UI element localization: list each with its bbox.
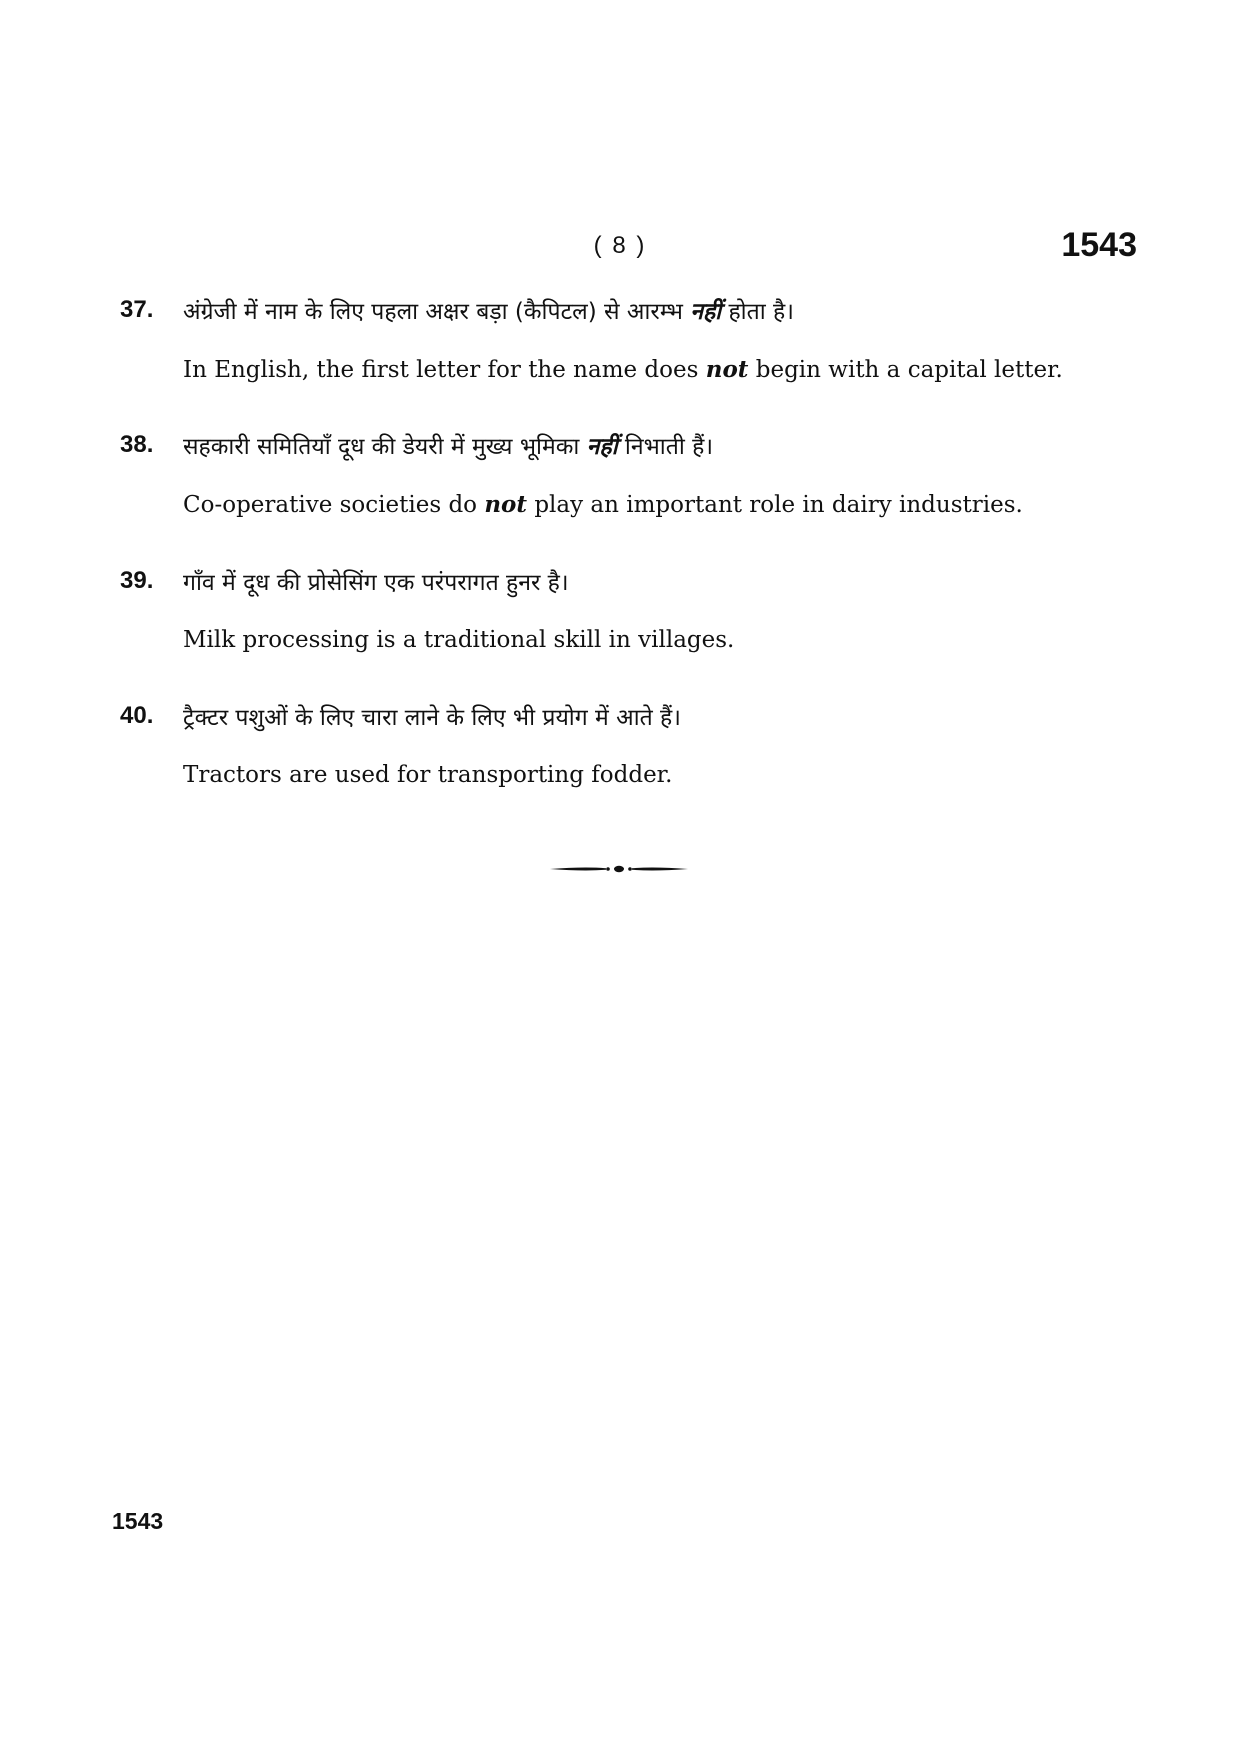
- question-37: [120, 294, 1130, 383]
- english-emphasis: not: [705, 356, 749, 383]
- english-text-part: Co-operative societies do: [183, 492, 485, 518]
- english-emphasis: not: [484, 491, 528, 518]
- question-number: 38.: [120, 431, 154, 458]
- end-ornament-divider: [548, 862, 690, 876]
- question-english-text: [183, 356, 1063, 383]
- paper-code-top: 1543: [1061, 226, 1137, 264]
- english-text-part: begin with a capital letter.: [748, 357, 1063, 383]
- paper-code-bottom: 1543: [112, 1508, 164, 1534]
- question-english-text: [183, 491, 1023, 518]
- hindi-text-part: सहकारी समितियाँ दूध की डेयरी में मुख्य भूमिका: [183, 434, 587, 460]
- question-english-text: Tractors are used for transporting fodder.: [183, 762, 673, 788]
- hindi-text-part: निभाती हैं।: [617, 434, 714, 460]
- hindi-emphasis: नहीं: [690, 299, 722, 325]
- question-hindi-text: गाँव में दूध की प्रोसेसिंग एक परंपरागत हुनर है।: [183, 570, 569, 596]
- english-text-part: play an important role in dairy industries.: [527, 492, 1023, 518]
- hindi-text-part: होता है।: [721, 299, 794, 325]
- english-text-part: In English, the first letter for the name does: [183, 357, 706, 383]
- question-number: 37.: [120, 296, 154, 323]
- question-hindi-text: ट्रैक्टर पशुओं के लिए चारा लाने के लिए भी प्रयोग में आते हैं।: [183, 705, 681, 731]
- question-38: [120, 429, 1130, 518]
- hindi-text-part: अंग्रेजी में नाम के लिए पहला अक्षर बड़ा (कैपिटल) से आरम्भ: [183, 299, 691, 325]
- question-english-text: Milk processing is a traditional skill in villages.: [183, 627, 735, 653]
- question-hindi-text: [183, 294, 794, 326]
- question-40: [120, 700, 1130, 788]
- question-number: 39.: [120, 567, 154, 594]
- question-hindi-text: [183, 429, 713, 461]
- question-39: [120, 565, 1130, 653]
- hindi-emphasis: नहीं: [586, 434, 618, 460]
- page-number: ( 8 ): [593, 232, 647, 259]
- question-number: 40.: [120, 702, 154, 729]
